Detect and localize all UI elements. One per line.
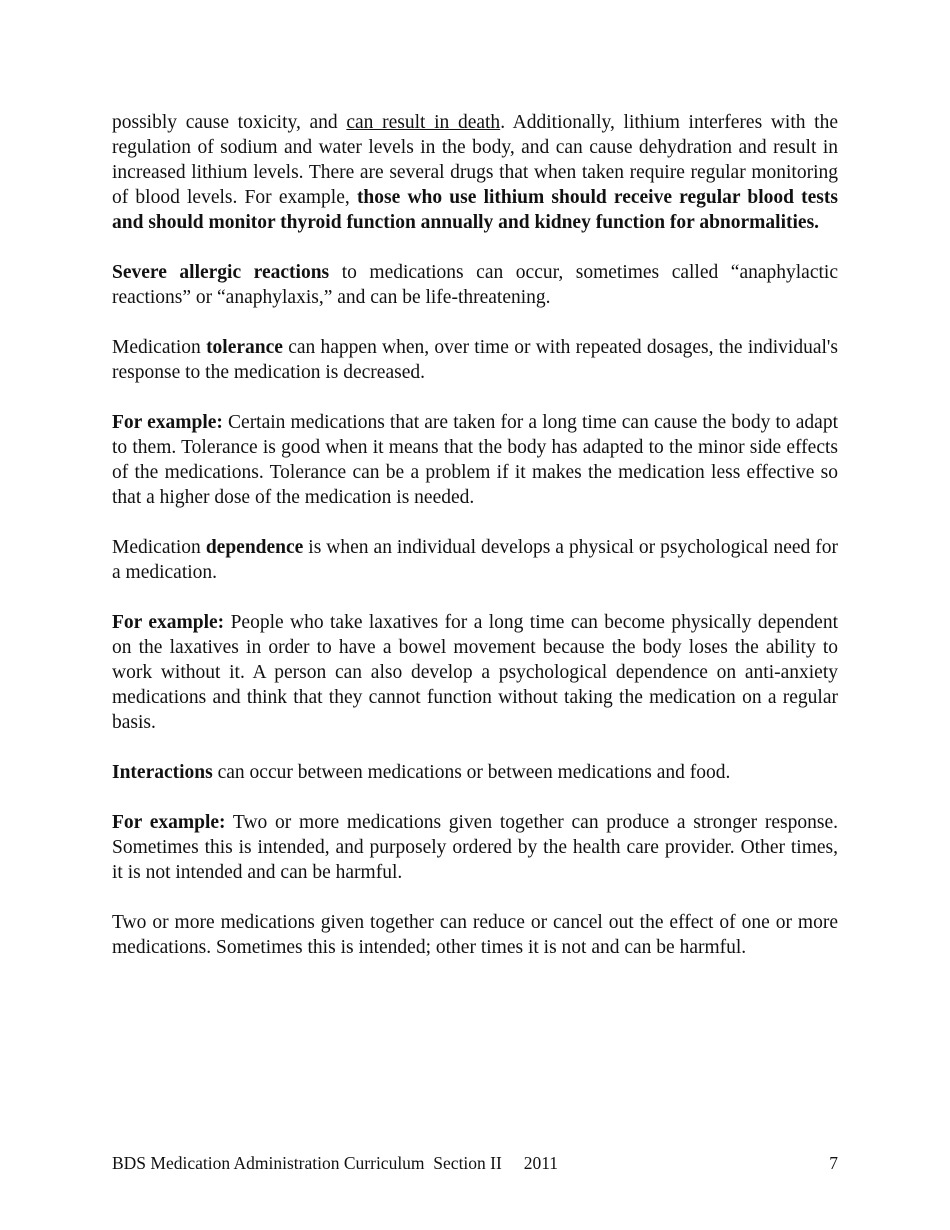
paragraph-lithium-monitoring	[112, 110, 838, 235]
paragraph-tolerance	[112, 335, 838, 385]
text-run: Two or more medications given together can produce a stronger response. Sometimes this is intended, and purposely ordered by the health care provider. Other times, it is not intended and can be harmful.	[112, 812, 838, 883]
text-run: is when an individual develops a physical or psychological need for a medication.	[112, 537, 839, 583]
text-run: . Additionally, lithium interferes with the regulation of sodium and water levels in the body, and can cause dehydration and result in increased lithium levels. There are several drugs that when taken require regular monitoring of blood levels. For example,	[112, 112, 839, 208]
text-run: can occur between medications or between medications and food.	[212, 762, 731, 783]
text-run: to medications can occur, sometimes called “anaphylactic reactions” or “anaphylaxis,” and can be life-threatening.	[112, 262, 838, 308]
bold-term: tolerance	[206, 337, 283, 358]
text-run: possibly cause toxicity, and	[112, 112, 347, 133]
bold-label: For example:	[112, 812, 226, 833]
text-run: People who take laxatives for a long time can become physically dependent on the laxatives in order to have a bowel movement because the body loses the ability to work without it. A person can also develop a psychological dependence on anti-anxiety medications and think that they cannot function without taking the medication on a regular basis.	[112, 612, 838, 733]
text-run: Medication	[112, 537, 206, 558]
footer-title: BDS Medication Administration Curriculum Section II 2011	[112, 1153, 559, 1173]
bold-term: Severe allergic reactions	[112, 262, 330, 283]
paragraph-dependence-example	[112, 610, 838, 735]
paragraph-dependence	[112, 535, 838, 585]
bold-label: For example:	[112, 412, 223, 433]
page-footer	[112, 1152, 838, 1174]
text-run: Certain medications that are taken for a long time can cause the body to adapt to them. Tolerance is good when it means that the body has adapted to the minor side effects of the medications. Tolerance can be a problem if it makes the medication less effective so that a higher dose of the medication is needed.	[112, 412, 838, 508]
paragraph-cancel-effect	[112, 910, 838, 960]
bold-term: Interactions	[112, 762, 213, 783]
text-run: Two or more medications given together can reduce or cancel out the effect of one or more medications. Sometimes this is intended; other times it is not and can be harmful.	[112, 912, 838, 958]
underlined-text: can result in death	[346, 112, 501, 133]
bold-text: those who use lithium should receive regular blood tests and should monitor thyroid function annually and kidney function for abnormalities.	[112, 187, 838, 233]
paragraph-interactions	[112, 760, 838, 785]
paragraph-interactions-example	[112, 810, 838, 885]
page-number: 7	[829, 1153, 838, 1173]
text-run: can happen when, over time or with repeated dosages, the individual's response to the medication is decreased.	[112, 337, 838, 383]
paragraph-tolerance-example	[112, 410, 838, 510]
bold-term: dependence	[205, 537, 304, 558]
document-body	[112, 110, 838, 985]
paragraph-allergic-reactions	[112, 260, 838, 310]
text-run: Medication	[112, 337, 207, 358]
bold-label: For example:	[112, 612, 225, 633]
